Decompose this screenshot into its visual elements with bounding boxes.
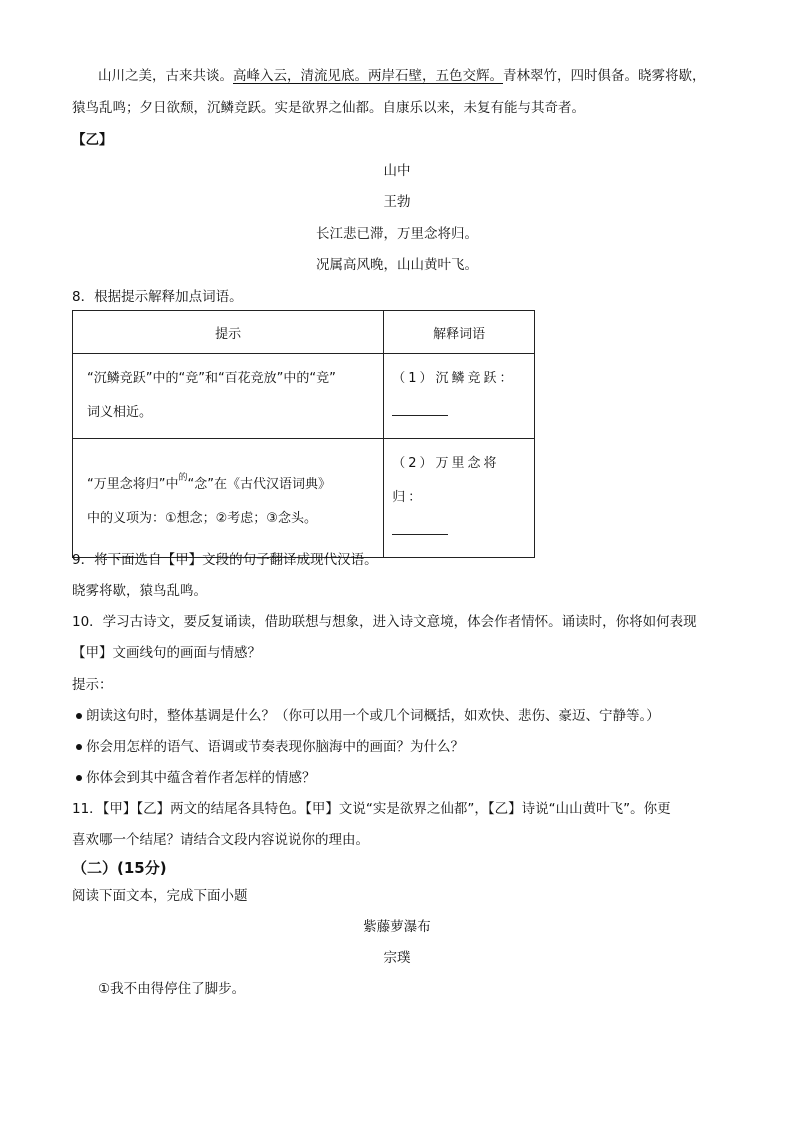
hint-table (72, 310, 535, 558)
question-11-line1: 11．【甲】【乙】两文的结尾各具特色。【甲】文说“实是欲界之仙都”，【乙】诗说“山山黄叶飞”。你更 (72, 801, 671, 817)
row2-hint-line2: 中的义项为：①想念；②考虑；③念头。 (87, 510, 317, 526)
passage-text: 山川之美，古来共谈。 (98, 68, 233, 84)
row2-answer-cell (384, 439, 535, 558)
row2-hint-text: “念”在《古代汉语词典》 (187, 476, 331, 492)
section-2-heading: （二）(15分) (72, 859, 167, 877)
passage-yi-label: 【乙】 (72, 132, 113, 148)
tip-text: 你体会到其中蕴含着作者怎样的情感？ (86, 770, 316, 786)
bullet-icon (76, 744, 82, 750)
table-row (73, 439, 535, 558)
row2-item: （2）万里念将归： (392, 456, 500, 505)
poem-line-2: 况属高风晚，山山黄叶飞。 (316, 257, 478, 273)
answer-blank-1[interactable] (392, 401, 448, 416)
row1-answer-cell (384, 354, 535, 439)
row2-hint-line1 (87, 461, 373, 502)
row2-hint-sup: 的 (178, 472, 188, 483)
bullet-icon (76, 713, 82, 719)
tip-item (76, 706, 660, 726)
tip-item (76, 768, 316, 788)
table-row (73, 354, 535, 439)
row1-hint-cell (73, 354, 384, 439)
passage-text: 青林翠竹，四时俱备。晓雾将歇， (503, 68, 706, 84)
row2-hint-cell (73, 439, 384, 558)
question-10-prompt-line2: 【甲】文画线句的画面与情感？ (72, 645, 261, 661)
row1-item: （1）沉鳞竞跃： (392, 371, 516, 386)
article-paragraph-1: ①我不由得停住了脚步。 (98, 981, 246, 997)
row1-hint-line2: 词义相近。 (87, 405, 153, 420)
question-9-prompt: 9．将下面选自【甲】文段的句子翻译成现代汉语。 (72, 552, 378, 568)
question-10-tips-label: 提示： (72, 677, 113, 693)
row2-hint-text: “万里念将归”中 (87, 476, 179, 492)
tip-text: 你会用怎样的语气、语调或节奏表现你脑海中的画面？为什么？ (86, 739, 464, 755)
question-10-prompt-line1: 10．学习古诗文，要反复诵读，借助联想与想象，进入诗文意境，体会作者情怀。诵读时，你将如何表现 (72, 614, 697, 630)
underlined-sentence: 高峰入云，清流见底。两岸石壁，五色交辉。 (233, 68, 503, 84)
table-header-row (73, 311, 535, 354)
bullet-icon (76, 775, 82, 781)
poem-line-1: 长江悲已滞，万里念将归。 (316, 226, 478, 242)
article-title: 紫藤萝瀑布 (363, 919, 431, 935)
question-11-line2: 喜欢哪一个结尾？请结合文段内容说说你的理由。 (72, 832, 369, 848)
passage-jia-line-2: 猿鸟乱鸣；夕日欲颓，沉鳞竞跃。实是欲界之仙都。自康乐以来，未复有能与其奇者。 (72, 100, 585, 116)
header-hint: 提示 (73, 311, 384, 354)
section-2-instruction: 阅读下面文本，完成下面小题 (72, 888, 248, 904)
article-author: 宗璞 (383, 950, 411, 966)
tip-item (76, 737, 464, 757)
question-9-sentence: 晓雾将歇，猿鸟乱鸣。 (72, 583, 207, 599)
passage-jia-line-1 (98, 66, 706, 86)
poem-author: 王勃 (383, 194, 411, 210)
poem-title: 山中 (383, 163, 411, 179)
answer-blank-2[interactable] (392, 520, 448, 535)
tip-text: 朗读这句时，整体基调是什么？（你可以用一个或几个词概括，如欢快、悲伤、豪迈、宁静等。） (86, 708, 660, 724)
header-explain: 解释词语 (384, 311, 535, 354)
question-8-prompt: 8．根据提示解释加点词语。 (72, 289, 243, 305)
row1-hint-line1: “沉鳞竞跃”中的“竞”和“百花竞放”中的“竞” (87, 371, 336, 386)
